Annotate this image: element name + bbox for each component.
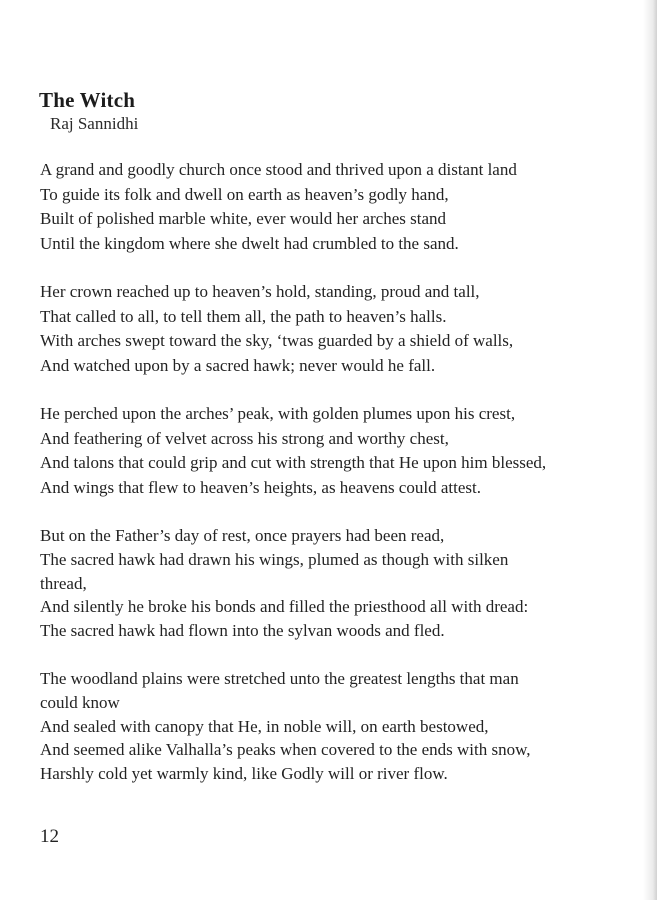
poem-line: That called to all, to tell them all, the path to heaven’s halls. bbox=[40, 306, 447, 326]
poem-body bbox=[40, 158, 630, 810]
poem-author: Raj Sannidhi bbox=[50, 114, 139, 133]
stanza-2 bbox=[40, 280, 630, 378]
poem-line: A grand and goodly church once stood and thrived upon a distant land bbox=[40, 160, 517, 179]
poem-line: And talons that could grip and cut with strength that He upon him blessed, bbox=[40, 453, 547, 472]
stanza-1 bbox=[40, 158, 630, 256]
poem-line: And silently he broke his bonds and filled the priesthood all with dread: bbox=[40, 597, 529, 617]
poem-line: The woodland plains were stretched unto the greatest lengths that man bbox=[40, 668, 519, 688]
poem-line: And watched upon by a sacred hawk; never would he fall. bbox=[40, 355, 436, 375]
poem-line: With arches swept toward the sky, ‘twas guarded by a shield of walls, bbox=[40, 331, 514, 350]
poem-title: The Witch bbox=[39, 88, 136, 112]
poem-line: Built of polished marble white, ever would her arches stand bbox=[40, 209, 446, 228]
poem-line: thread, bbox=[40, 573, 87, 593]
poem-line: And feathering of velvet across his strong and worthy chest, bbox=[40, 428, 449, 448]
stanza-3 bbox=[40, 402, 630, 500]
poem-line: And seemed alike Valhalla’s peaks when covered to the ends with snow, bbox=[40, 740, 531, 760]
stanza-5 bbox=[40, 667, 630, 786]
poem-line: Until the kingdom where she dwelt had crumbled to the sand. bbox=[40, 233, 459, 253]
page-number: 12 bbox=[40, 826, 59, 847]
poem-line: Her crown reached up to heaven’s hold, standing, proud and tall, bbox=[40, 282, 480, 301]
poem-line: But on the Father’s day of rest, once prayers had been read, bbox=[40, 526, 445, 545]
poem-line: Harshly cold yet warmly kind, like Godly will or river flow. bbox=[40, 764, 448, 784]
poem-line: And wings that flew to heaven’s heights, as heavens could attest. bbox=[40, 477, 481, 497]
poem-line: could know bbox=[40, 692, 120, 712]
poem-line: The sacred hawk had drawn his wings, plumed as though with silken bbox=[40, 549, 509, 569]
poem-line: To guide its folk and dwell on earth as heaven’s godly hand, bbox=[40, 184, 449, 204]
poem-line: He perched upon the arches’ peak, with golden plumes upon his crest, bbox=[40, 404, 516, 423]
poem-line: The sacred hawk had flown into the sylvan woods and fled. bbox=[40, 621, 445, 641]
page-edge-shadow bbox=[643, 0, 657, 900]
poem-line: And sealed with canopy that He, in noble will, on earth bestowed, bbox=[40, 716, 489, 736]
stanza-4 bbox=[40, 524, 630, 643]
